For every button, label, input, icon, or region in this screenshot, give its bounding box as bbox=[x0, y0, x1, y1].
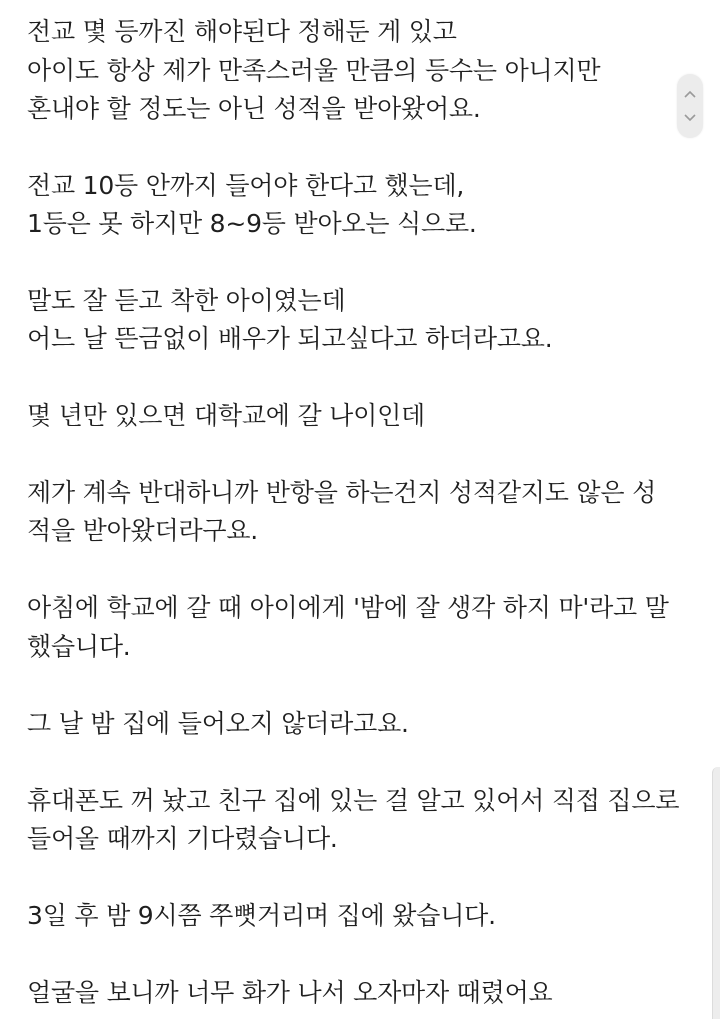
article-line: 적을 받아왔더라구요. bbox=[27, 516, 259, 545]
article-line: 아이도 항상 제가 만족스러울 만큼의 등수는 아니지만 bbox=[27, 56, 601, 85]
article-line: 얼굴을 보니까 너무 화가 나서 오자마자 때렸어요 bbox=[27, 978, 553, 1007]
article-line: 들어올 때까지 기다렸습니다. bbox=[27, 824, 338, 853]
article-line: 했습니다. bbox=[27, 632, 131, 661]
chevron-down-icon[interactable] bbox=[684, 114, 696, 122]
article-line: 휴대폰도 꺼 놨고 친구 집에 있는 걸 알고 있어서 직접 집으로 bbox=[27, 786, 680, 815]
article-line: 그 날 밤 집에 들어오지 않더라고요. bbox=[27, 709, 409, 738]
article-line: 제가 계속 반대하니까 반항을 하는건지 성적같지도 않은 성 bbox=[27, 478, 657, 507]
chevron-up-icon[interactable] bbox=[684, 90, 696, 98]
article-line: 1등은 못 하지만 8~9등 받아오는 식으로. bbox=[27, 209, 477, 238]
article-line: 전교 10등 안까지 들어야 한다고 했는데, bbox=[27, 171, 465, 200]
fast-scroll-handle[interactable] bbox=[677, 74, 703, 138]
article-line: 말도 잘 듣고 착한 아이였는데 bbox=[27, 286, 346, 315]
article-line: 어느 날 뜬금없이 배우가 되고싶다고 하더라고요. bbox=[27, 324, 553, 353]
article-line: 아침에 학교에 갈 때 아이에게 '밤에 잘 생각 하지 마'라고 말 bbox=[27, 593, 669, 622]
article-line: 혼내야 할 정도는 아닌 성적을 받아왔어요. bbox=[27, 94, 481, 123]
article-line: 전교 몇 등까진 해야된다 정해둔 게 있고 bbox=[27, 17, 457, 46]
article-line: 몇 년만 있으면 대학교에 갈 나이인데 bbox=[27, 401, 425, 430]
edge-panel-handle[interactable] bbox=[712, 767, 720, 1019]
article-line: 3일 후 밤 9시쯤 쭈뼛거리며 집에 왔습니다. bbox=[27, 901, 496, 930]
